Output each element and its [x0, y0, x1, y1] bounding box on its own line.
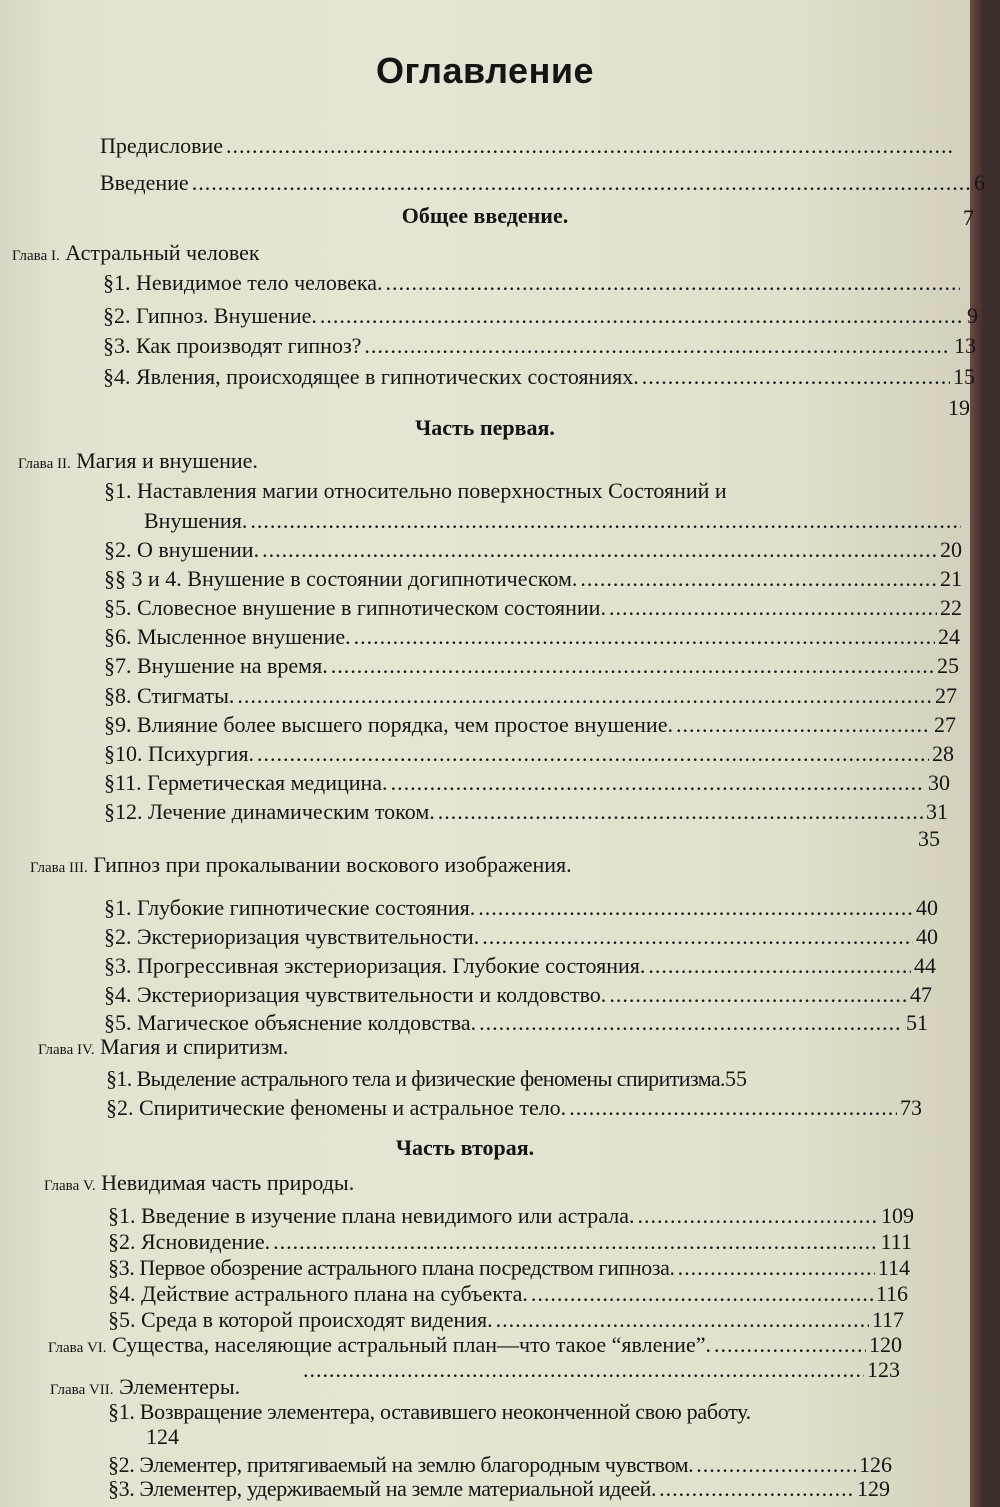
toc-leader-dots	[331, 653, 934, 678]
toc-entry	[108, 1307, 904, 1332]
toc-leader-dots	[580, 566, 937, 591]
chapter-prefix: Глава IV.	[38, 1042, 95, 1058]
toc-entry-text: §2. О внушении.	[104, 537, 260, 562]
toc-entry-page: 116	[875, 1281, 908, 1306]
toc-entry-text: §11. Герметическая медицина.	[104, 770, 388, 795]
toc-entry-text: §1. Наставления магии относительно поверхностных Состояний и	[104, 478, 727, 503]
toc-leader-dots	[438, 799, 923, 824]
toc-leader-dots	[642, 364, 950, 389]
toc-entry	[103, 303, 978, 328]
toc-entry-text: §2. Экстериоризация чувствительности.	[104, 924, 480, 949]
toc-entry	[144, 508, 964, 533]
toc-entry-page: 27	[935, 683, 957, 708]
toc-entry-introduction	[100, 170, 985, 195]
toc-entry-page: 40	[916, 924, 938, 949]
toc-leader-dots	[678, 1255, 875, 1280]
toc-leader-dots	[386, 270, 960, 295]
toc-entry	[104, 595, 962, 620]
toc-entry	[103, 333, 976, 358]
toc-entry	[106, 1095, 922, 1120]
section-general-intro: Общее введение.	[401, 203, 569, 228]
toc-entry	[104, 741, 954, 766]
toc-entry-page: 129	[857, 1476, 890, 1501]
toc-entry-page: 114	[877, 1255, 910, 1280]
toc-leader-dots	[648, 953, 911, 978]
toc-entry-text: §1. Введение в изучение плана невидимого или астрала.	[108, 1203, 635, 1228]
toc-entry-page: 47	[910, 982, 932, 1007]
chapter-title: Гипноз при прокалывании воскового изображения.	[93, 852, 572, 877]
toc-leader-dots	[676, 712, 931, 737]
toc-entry	[104, 712, 956, 737]
toc-entry-text: §2. Гипноз. Внушение.	[103, 303, 317, 328]
toc-leader-dots	[391, 770, 925, 795]
toc-leader-dots	[659, 1476, 854, 1501]
toc-entry-page: 120	[869, 1332, 902, 1357]
chapter-heading-2	[18, 448, 258, 474]
toc-entry-text: §2. Ясновидение.	[108, 1229, 271, 1254]
toc-entry-page: 25	[937, 653, 959, 678]
toc-leader-dots	[226, 133, 952, 158]
chapter-title: Магия и спиритизм.	[100, 1034, 289, 1059]
toc-leader-dots	[250, 508, 961, 533]
toc-entry-text: §6. Мысленное внушение.	[104, 624, 351, 649]
toc-entry-text: §3. Элементер, удерживаемый на земле материальной идеей.	[108, 1476, 657, 1501]
toc-entry-page: 19	[948, 395, 970, 420]
toc-entry-text: Внушения.	[144, 508, 248, 533]
toc-entry-text: §10. Психургия.	[104, 741, 255, 766]
chapter-heading-3	[30, 852, 572, 878]
toc-entry-preface	[100, 133, 955, 158]
toc-entry-text: §2. Элементер, притягиваемый на землю благородным чувством.	[108, 1452, 694, 1477]
toc-entry	[108, 1452, 892, 1477]
toc-entry	[103, 270, 963, 295]
toc-leader-dots	[637, 1203, 878, 1228]
chapter-title: Невидимая часть природы.	[101, 1170, 355, 1195]
toc-entry	[104, 770, 950, 795]
chapter-prefix: Глава V.	[44, 1178, 96, 1194]
toc-leader-dots	[354, 624, 935, 649]
toc-leader-dots	[531, 1281, 873, 1306]
toc-entry-page: 31	[926, 799, 948, 824]
toc-leader-dots	[262, 537, 937, 562]
toc-entry-page: 28	[932, 741, 954, 766]
toc-entry-text: §3. Как производят гипноз?	[103, 333, 362, 358]
toc-entry-text: §4. Явления, происходящее в гипнотических состояниях.	[103, 364, 639, 389]
toc-leader-dots	[609, 982, 907, 1007]
chapter-prefix: Глава VI.	[48, 1340, 107, 1356]
toc-entry-text: §7. Внушение на время.	[104, 653, 328, 678]
toc-leader-dots	[696, 1452, 856, 1477]
toc-entry	[104, 653, 959, 678]
toc-entry-text: §1. Глубокие гипнотические состояния.	[104, 895, 476, 920]
toc-leader-dots	[609, 595, 937, 620]
toc-entry-page: 30	[928, 770, 950, 795]
toc-leader-dots	[714, 1332, 866, 1357]
toc-entry-text: §4. Действие астрального плана на субъекта.	[108, 1281, 528, 1306]
toc-leader-dots	[569, 1095, 897, 1120]
toc-entry-page: 123	[867, 1357, 900, 1382]
toc-entry	[104, 799, 948, 824]
chapter-title-group	[48, 1332, 711, 1357]
toc-entry-text: Введение	[100, 170, 189, 195]
toc-entry-text: §5. Магическое объяснение колдовства.	[104, 1010, 477, 1035]
toc-entry	[106, 1066, 930, 1091]
toc-leader-dots	[257, 741, 929, 766]
toc-entry-text: §9. Влияние более высшего порядка, чем простое внушение.	[104, 712, 673, 737]
toc-entry-page: 13	[954, 333, 976, 358]
toc-entry	[108, 1281, 908, 1306]
chapter-title: Существа, населяющие астральный план—что такое “явление”.	[112, 1332, 711, 1357]
toc-entry-page: 111	[880, 1229, 912, 1254]
toc-entry-page: 40	[916, 895, 938, 920]
toc-entry-page: 27	[934, 712, 956, 737]
toc-entry-page: 20	[940, 537, 962, 562]
chapter-prefix: Глава VII.	[50, 1382, 114, 1398]
toc-entry-page: 6	[974, 170, 985, 195]
toc-entry	[104, 953, 936, 978]
toc-entry-page: 109	[881, 1203, 914, 1228]
toc-entry-page: 124	[146, 1424, 179, 1449]
toc-entry-text: §5. Среда в которой происходят видения.	[108, 1307, 493, 1332]
toc-entry-page: 117	[871, 1307, 904, 1332]
section-part-two: Часть вторая.	[395, 1135, 535, 1160]
toc-entry-page: 24	[938, 624, 960, 649]
chapter-heading-1	[12, 240, 260, 266]
toc-leader-dots	[320, 303, 964, 328]
toc-entry-text: §4. Экстериоризация чувствительности и колдовство.	[104, 982, 607, 1007]
toc-leader-dots	[237, 683, 932, 708]
toc-entry-page: 51	[906, 1010, 928, 1035]
toc-entry-text: §2. Спиритические феномены и астральное тело.	[106, 1095, 567, 1120]
toc-entry	[104, 537, 962, 562]
toc-entry	[104, 1010, 928, 1035]
chapter-prefix: Глава I.	[12, 248, 60, 264]
toc-entry	[104, 624, 960, 649]
toc-entry	[104, 924, 938, 949]
toc-entry	[108, 1255, 910, 1280]
toc-entry-page: 9	[967, 303, 978, 328]
page-title: Оглавление	[376, 50, 594, 91]
toc-entry-text: §3. Первое обозрение астрального плана посредством гипноза.	[108, 1255, 675, 1280]
chapter-title: Элементеры.	[119, 1374, 241, 1399]
toc-entry	[104, 566, 962, 591]
chapter-heading-5	[44, 1170, 354, 1196]
chapter-heading-6	[48, 1332, 902, 1357]
toc-entry-text: §§ 3 и 4. Внушение в состоянии догипнотическом.	[104, 566, 578, 591]
toc-entry-page: 73	[900, 1095, 922, 1120]
toc-leader-dots	[192, 170, 971, 195]
toc-entry-page: 21	[940, 566, 962, 591]
toc-entry-text: §1. Невидимое тело человека.	[103, 270, 383, 295]
toc-entry-text: §1. Возвращение элементера, оставившего неоконченной свою работу.	[108, 1399, 751, 1424]
chapter-heading-4	[38, 1034, 288, 1060]
toc-entry	[300, 1357, 900, 1382]
toc-entry-page: 15	[953, 364, 975, 389]
toc-entry-page: 55	[724, 1066, 747, 1091]
toc-entry-text: §8. Стигматы.	[104, 683, 235, 708]
toc-leader-dots	[479, 1010, 903, 1035]
chapter-title: Магия и внушение.	[76, 448, 258, 473]
toc-entry-page: 44	[914, 953, 936, 978]
toc-entry-page: 22	[940, 595, 962, 620]
chapter-prefix: Глава III.	[30, 860, 88, 876]
toc-entry-text: Предисловие	[100, 133, 223, 158]
chapter-heading-7	[50, 1374, 240, 1400]
toc-entry-page: 7	[963, 205, 974, 230]
toc-entry-page: 126	[859, 1452, 892, 1477]
chapter-title: Астральный человек	[65, 240, 260, 265]
toc-leader-dots	[364, 333, 951, 358]
toc-entry-text: §5. Словесное внушение в гипнотическом состоянии.	[104, 595, 606, 620]
toc-entry	[104, 982, 932, 1007]
toc-entry	[108, 1229, 912, 1254]
toc-entry	[104, 683, 957, 708]
toc-entry-text: §12. Лечение динамическим током.	[104, 799, 435, 824]
toc-leader-dots	[478, 895, 913, 920]
toc-leader-dots	[303, 1357, 864, 1382]
section-part-one: Часть первая.	[415, 415, 555, 440]
toc-entry-text: §1. Выделение астрального тела и физические феномены спиритизма.	[106, 1066, 725, 1091]
toc-entry	[108, 1476, 890, 1501]
toc-entry	[103, 364, 975, 389]
toc-entry-text: §3. Прогрессивная экстериоризация. Глубокие состояния.	[104, 953, 646, 978]
toc-entry-page: 35	[918, 826, 940, 851]
toc-leader-dots	[482, 924, 913, 949]
toc-entry	[104, 895, 938, 920]
toc-leader-dots	[496, 1307, 869, 1332]
toc-leader-dots	[273, 1229, 877, 1254]
toc-entry	[108, 1203, 914, 1228]
chapter-prefix: Глава II.	[18, 456, 71, 472]
